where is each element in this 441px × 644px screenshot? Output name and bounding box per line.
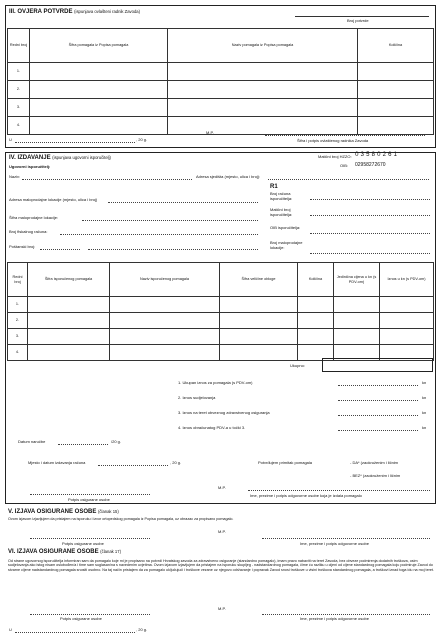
col-sifra-isporucenog: Šifra isporučenog pomagala: [28, 263, 110, 297]
potpis-odgovorne-label: Ime, prezime i potpis odgovorne osobe: [300, 541, 369, 546]
table-row-num: 1.: [8, 63, 30, 81]
table-cell[interactable]: [30, 117, 168, 135]
r1-label: R1: [270, 184, 278, 190]
table-cell[interactable]: [220, 297, 298, 313]
godina-label: , 20 g.: [136, 137, 148, 142]
adresa-sjedista-label: Adresa sjedišta (mjesto, ulica i broj):: [196, 174, 261, 179]
table-cell[interactable]: [30, 99, 168, 117]
broj-fiskalnog-label: Broj fiskalnog računa:: [9, 229, 48, 234]
broj-racuna-isp-label: Broj računa isporučitelja:: [270, 191, 293, 201]
sum-2-kn: kn: [422, 395, 427, 400]
table-row-num: 3.: [8, 329, 28, 345]
mjesto-izdavanja-god: , 20 g.: [170, 460, 182, 465]
ukupno-field[interactable]: [322, 358, 433, 372]
mjesto-izdavanja-field[interactable]: [98, 465, 168, 466]
maticni-broj-value: [354, 152, 398, 159]
naziv-label: Naziv:: [9, 174, 21, 179]
sum-3-kn: kn: [422, 410, 427, 415]
table-cell[interactable]: [28, 329, 110, 345]
table-cell[interactable]: [380, 329, 434, 345]
sum-4-kn: kn: [422, 425, 427, 430]
potpis-ovlasteni-field[interactable]: [265, 135, 425, 136]
broj-fiskalnog-field[interactable]: [60, 234, 258, 235]
section-5-title: V. IZJAVA OSIGURANE OSOBE (članak 15): [8, 509, 119, 515]
table-cell[interactable]: [334, 313, 380, 329]
section-3-title: III. OVJERA POTVRDE (ispunjava ovlašteni radnik Zavoda): [9, 9, 141, 15]
col-redni-broj: Redni broj: [8, 263, 28, 297]
section-3-table: [7, 28, 434, 135]
mp-label: M.P.: [218, 606, 226, 611]
potvrda-label: Potvrđujem primitak pomagala: [258, 460, 313, 465]
mp-label: M.P.: [218, 529, 226, 534]
table-cell[interactable]: [168, 117, 358, 135]
sifra-lokacije-label: Šifra maloprodajne lokacije:: [9, 215, 59, 220]
potpis-odgovorne-label: Ime, prezime i potpis odgovorne osobe koja je izdala pomagalo: [250, 493, 362, 498]
postanski-label: Poštanski broj:: [9, 244, 36, 249]
maticni-isp-field[interactable]: [310, 215, 430, 216]
table-row-num: 2.: [8, 313, 28, 329]
potpis-osobe-label: Potpis osigurane osobe: [68, 497, 110, 502]
table-cell[interactable]: [358, 117, 434, 135]
table-cell[interactable]: [28, 297, 110, 313]
digit: 1: [393, 152, 397, 158]
table-cell[interactable]: [28, 345, 110, 361]
broj-potvrde-label: Broj potvrde: [347, 18, 369, 23]
section-5-text: Ovom izjavom izjavljujem da pristajem na isporuku i izvor ortopedskog pomagala iz Popisa pomagala, uz obrazac za propisano pomagalo.: [8, 517, 234, 521]
ukupno-label: Ukupno:: [290, 363, 305, 368]
broj-lokacije-field[interactable]: [310, 253, 430, 254]
table-cell[interactable]: [358, 81, 434, 99]
table-cell[interactable]: [298, 329, 334, 345]
potpis-odgovorne-label: Ime, prezime i potpis odgovorne osobe: [300, 616, 369, 621]
potpis-osobe-label: Potpis osigurane osobe: [60, 616, 102, 621]
sum-3-label: 3. Iznos na teret obveznog zdravstvenog osiguranja: [178, 410, 270, 415]
potpis-osobe-field[interactable]: [30, 614, 150, 615]
sifra-lokacije-field[interactable]: [82, 220, 258, 221]
table-cell[interactable]: [334, 297, 380, 313]
table-cell[interactable]: [358, 63, 434, 81]
table-cell[interactable]: [358, 99, 434, 117]
potpis-odgovorne-field[interactable]: [248, 490, 430, 491]
oib-isp-field[interactable]: [310, 233, 430, 234]
bez-option[interactable]: - BEZ* (zaokruženim i ličnim: [350, 473, 401, 478]
table-cell[interactable]: [110, 313, 220, 329]
mjesto-field[interactable]: [15, 632, 135, 633]
table-cell[interactable]: [110, 345, 220, 361]
table-row-num: 4.: [8, 345, 28, 361]
sum-1-kn: kn: [422, 380, 427, 385]
table-cell[interactable]: [380, 297, 434, 313]
sum-4-field[interactable]: [338, 430, 418, 431]
maticni-broj-label: Matični broj HZZO:: [318, 154, 352, 159]
table-row-num: 3.: [8, 99, 30, 117]
sum-2-field[interactable]: [338, 400, 418, 401]
potpis-ovlasteni-label: Šifra i potpis ovlaštenog radnika Zavoda: [297, 138, 369, 143]
mp-label: M.P.: [218, 485, 226, 490]
adresa-lokacije-label: Adresa maloprodajne lokacije (mjesto, ulica i broj): [9, 197, 98, 202]
col-jedinicna-cijena: Jedinična cijena u kn (s PDV-om): [334, 263, 380, 297]
table-cell[interactable]: [30, 81, 168, 99]
postanski-field[interactable]: [40, 249, 80, 250]
section-4-title: IV. IZDAVANJE (ispunjava ugovorni isporučitelj): [9, 155, 111, 161]
col-redni-broj: Redni broj: [8, 29, 30, 63]
mjesto-field[interactable]: [15, 142, 135, 143]
col-kolicina: Količina: [358, 29, 434, 63]
oib-isp-label: OIB isporučitelja:: [270, 225, 301, 230]
table-row-num: 4.: [8, 117, 30, 135]
oib-value: 02958272670: [355, 162, 386, 168]
sum-4-label: 4. Iznos obračunatog PDV-a u točki 3.: [178, 425, 246, 430]
datum-narucbe-god: /20 g.: [111, 439, 122, 444]
datum-narucbe-label: Datum naručbe: [18, 439, 46, 444]
mp-label: M.P.: [206, 130, 214, 135]
table-cell[interactable]: [298, 313, 334, 329]
table-cell[interactable]: [110, 297, 220, 313]
table-row-num: 1.: [8, 297, 28, 313]
table-cell[interactable]: [334, 329, 380, 345]
sum-1-label: 1. Ukupan iznos za pomagala (s PDV-om): [178, 380, 253, 385]
table-cell[interactable]: [110, 329, 220, 345]
u-label: U: [9, 137, 12, 142]
potpis-odgovorne-field[interactable]: [262, 538, 430, 539]
table-cell[interactable]: [168, 99, 358, 117]
table-cell[interactable]: [28, 313, 110, 329]
col-sifra-velicine: Šifra veličine obloge: [220, 263, 298, 297]
section-6-title: VI. IZJAVA OSIGURANE OSOBE (članak 17): [8, 549, 121, 555]
digit: 0: [355, 152, 359, 158]
table-cell[interactable]: [220, 313, 298, 329]
col-naziv-pomagala: Naziv pomagala iz Popisa pomagala: [168, 29, 358, 63]
digit: 6: [388, 152, 392, 158]
oib-label: OIB:: [340, 163, 349, 168]
da-option[interactable]: - DA* (zaokruženim i ličnim: [350, 460, 399, 465]
table-cell[interactable]: [298, 297, 334, 313]
broj-lokacije-label: Broj maloprodajne lokacije:: [270, 240, 303, 250]
section-6-text: Od strane ugovornog isporučitelja informiran sam da pomagalo koje mi je propisano na potvrdi Hrvatskog zavoda za zdravstveno osiguranje (standardno pomagalo), imam pravo nabaviti na teret Zavoda, bez obveze podmirenja dodatnih troškova, osim sudjelovanja ako istog nisam oslobođen/a i time sam suglasan/na s navedenim uvjetima. Ovom izjavom izjavljujem da pristajem na isporuku skupljeg - nadstandardnog pomagala, čime ću razliku u cijeni od cijene standardnog pomagala koju podmiruje Zavod do stvarne cijene nadstandardnog pomagala snositi osobno. Na taj način pristajem da za pomagalo uključujući i troškove vezane uz njegovo održavanje i popravak Zavod snosi troškove u visini troškova standardnog pomagala, a troškovi iznad toga idu na moj teret.: [8, 559, 434, 572]
table-row-num: 2.: [8, 81, 30, 99]
potpis-osobe-field[interactable]: [30, 538, 150, 539]
section-4-table: [7, 262, 434, 361]
broj-potvrde-line[interactable]: [295, 16, 429, 17]
table-cell[interactable]: [220, 345, 298, 361]
table-cell[interactable]: [168, 63, 358, 81]
col-iznos: Iznos u kn (s PDV-om): [380, 263, 434, 297]
table-cell[interactable]: [220, 329, 298, 345]
sum-3-field[interactable]: [338, 415, 418, 416]
col-naziv-isporucenog: Naziv isporučenog pomagala: [110, 263, 220, 297]
table-cell[interactable]: [30, 63, 168, 81]
broj-racuna-isp-field[interactable]: [310, 199, 430, 200]
sum-2-label: 2. Iznos sudjelovanja: [178, 395, 216, 400]
digit: 8: [371, 152, 375, 158]
u-label: U: [9, 627, 12, 632]
datum-narucbe-field[interactable]: [58, 444, 108, 445]
digit: 5: [366, 152, 370, 158]
naziv-field[interactable]: [22, 179, 192, 180]
ugovorni-isporucitelj-label: Ugovorni isporučitelj:: [9, 164, 51, 169]
godina-label: , 20 g.: [136, 627, 148, 632]
mjesto-izdavanja-label: Mjesto i datum izdavanja računa: [28, 460, 86, 465]
adresa-sjedista-field[interactable]: [268, 179, 429, 180]
potpis-osobe-field[interactable]: [30, 494, 150, 495]
digit: 0: [377, 152, 381, 158]
maticni-isp-label: Matični broj isporučitelja:: [270, 207, 293, 217]
table-cell[interactable]: [380, 313, 434, 329]
col-sifra-pomagala: Šifra pomagala iz Popisa pomagala: [30, 29, 168, 63]
sum-1-field[interactable]: [338, 385, 418, 386]
potpis-odgovorne-field[interactable]: [262, 614, 430, 615]
col-kolicina: Količina: [298, 263, 334, 297]
postanski-field-2[interactable]: [88, 249, 258, 250]
adresa-lokacije-field[interactable]: [108, 202, 258, 203]
digit: 2: [382, 152, 386, 158]
table-cell[interactable]: [168, 81, 358, 99]
potpis-osobe-label: Potpis osigurane osobe: [62, 541, 104, 546]
digit: 3: [360, 152, 364, 158]
